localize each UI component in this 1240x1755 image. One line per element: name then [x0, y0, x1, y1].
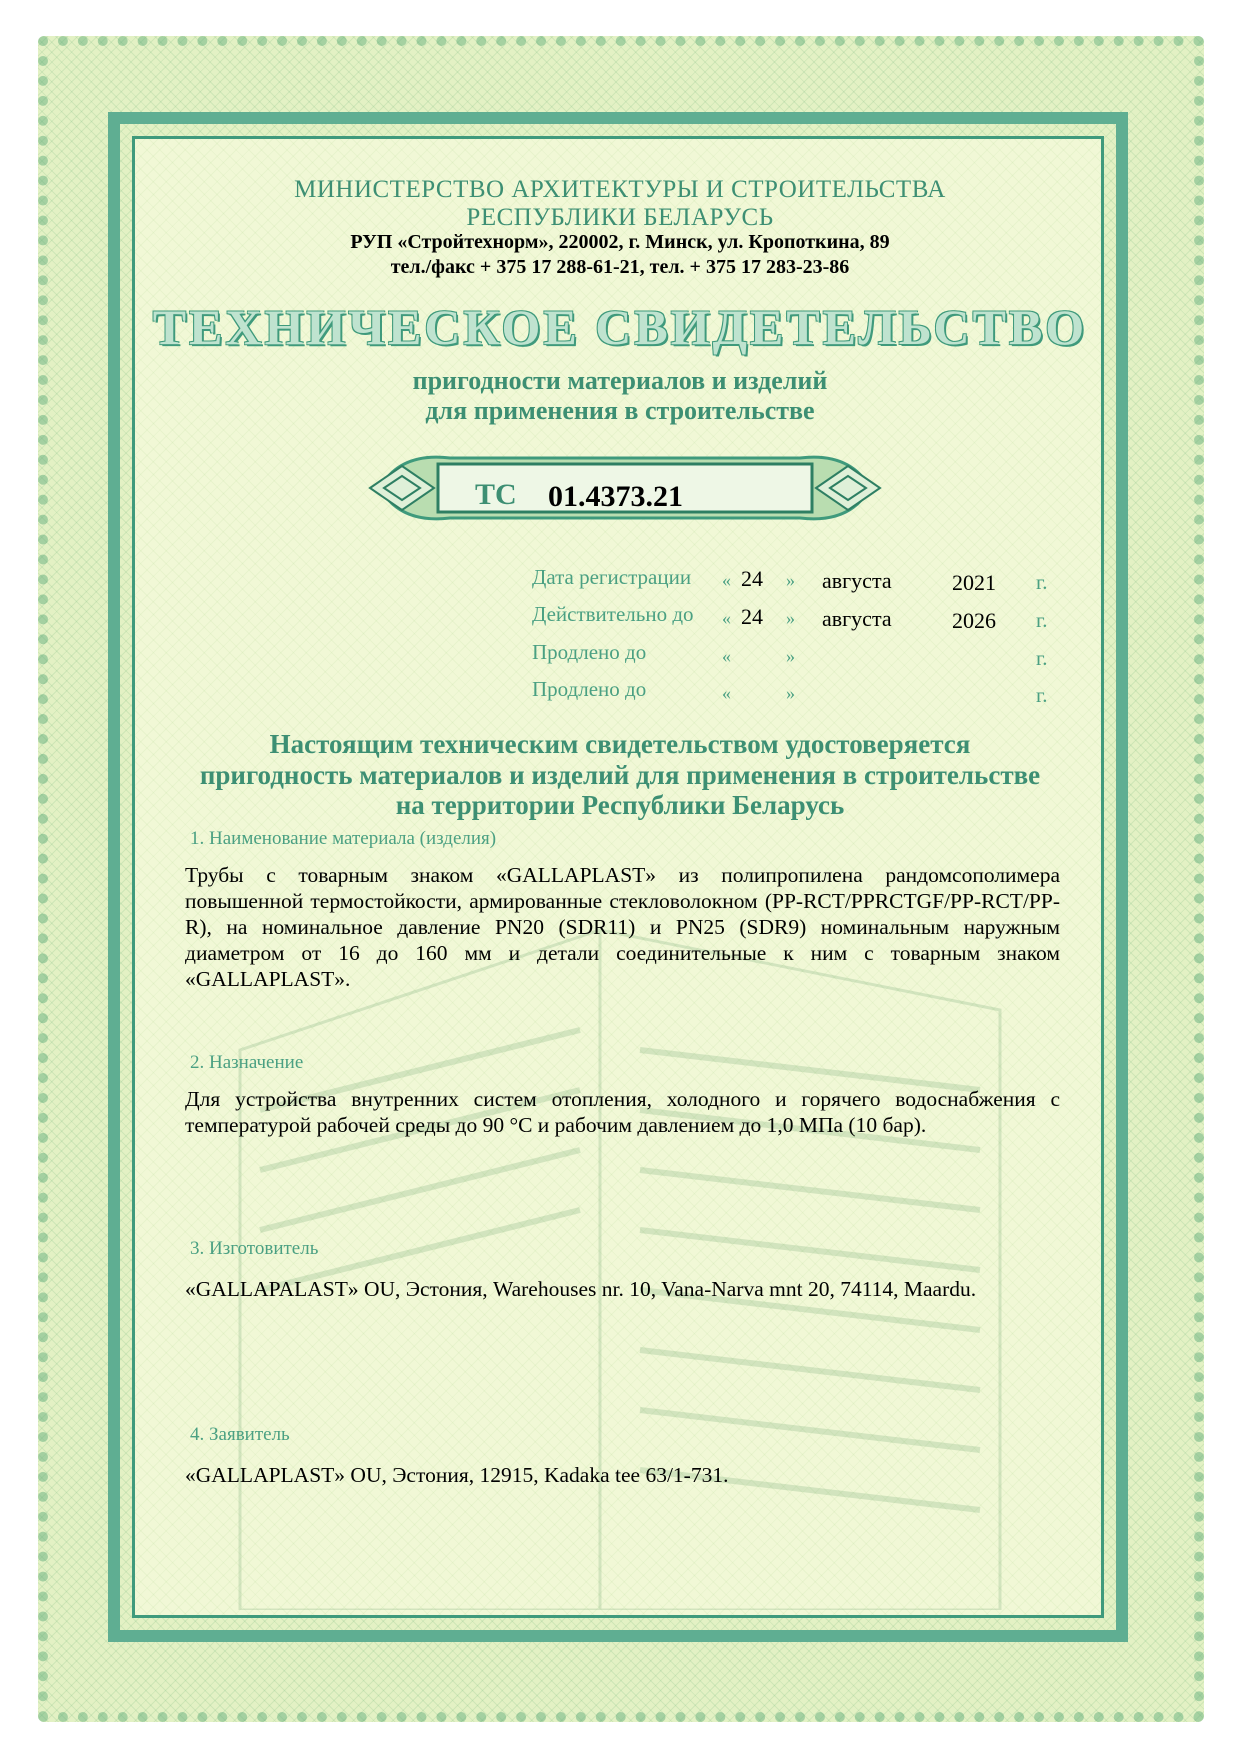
- open-quote: «: [722, 646, 731, 666]
- certificate-number: 01.4373.21: [548, 480, 683, 513]
- close-quote: »: [786, 646, 795, 666]
- year-suffix: г.: [1036, 608, 1048, 632]
- statement-line2: пригодность материалов и изделий для применения в строительстве: [199, 760, 1041, 790]
- year-suffix: г.: [1036, 683, 1048, 707]
- close-quote: »: [786, 570, 795, 590]
- valid-until-month: августа: [822, 606, 892, 631]
- registration-month: августа: [822, 568, 892, 593]
- section-purpose-text: Для устройства внутренних систем отопления, холодного и горячего водоснабжения с температурой рабочей среды до 90 °С и рабочим давлением до 1,0 МПа (10 бар).: [185, 1087, 1060, 1137]
- open-quote: «: [722, 570, 731, 590]
- section-purpose-label: 2. Назначение: [190, 1052, 304, 1073]
- open-quote: «: [722, 683, 731, 703]
- close-quote: »: [786, 608, 795, 628]
- section-applicant-label: 4. Заявитель: [190, 1424, 290, 1445]
- subtitle-line1: пригодности материалов и изделий: [412, 366, 828, 395]
- certificate-prefix: ТС: [475, 478, 517, 511]
- statement-line1: Настоящим техническим свидетельством удостоверяется: [269, 729, 971, 759]
- registration-day: 24: [741, 566, 763, 591]
- valid-until-day: 24: [741, 604, 763, 629]
- valid-until-label: Действительно до: [532, 602, 694, 626]
- organization-address: РУП «Стройтехнорм», 220002, г. Минск, ул. Кропоткина, 89: [350, 231, 890, 253]
- registration-year: 2021: [952, 570, 996, 595]
- section-applicant-text: «GALLAPLAST» OU, Эстония, 12915, Kadaka tee 63/1-731.: [185, 1463, 729, 1487]
- section-material-text: Трубы с товарным знаком «GALLAPLAST» из полипропилена рандомсополимера повышенной термостойкости, армированные стекловолокном (PP-RCT/PPRCTGF/PP-RCT/PP-R), на номинальное давление PN20 (SDR11) и PN25 (SDR9) номинальным наружным диаметром от 16 до 160 мм и детали соединительные к ним с товарным знаком «GALLAPLAST».: [185, 863, 1060, 991]
- section-manufacturer-label: 3. Изготовитель: [190, 1238, 319, 1259]
- ministry-name-line1: МИНИСТЕРСТВО АРХИТЕКТУРЫ И СТРОИТЕЛЬСТВА: [294, 176, 946, 203]
- statement-line3: на территории Республики Беларусь: [395, 790, 845, 820]
- registration-label: Дата регистрации: [532, 565, 692, 589]
- subtitle-line2: для применения в строительстве: [425, 396, 815, 425]
- organization-phones: тел./факс + 375 17 288-61-21, тел. + 375 17 283-23-86: [390, 256, 850, 278]
- section-material-label: 1. Наименование материала (изделия): [190, 828, 497, 849]
- year-suffix: г.: [1036, 646, 1048, 670]
- ministry-name-line2: РЕСПУБЛИКИ БЕЛАРУСЬ: [466, 204, 774, 231]
- valid-until-year: 2026: [952, 608, 996, 633]
- extended-until-label: Продлено до: [532, 640, 647, 664]
- close-quote: »: [786, 683, 795, 703]
- section-manufacturer-text: «GALLAPALAST» OU, Эстония, Warehouses nr. 10, Vana-Narva mnt 20, 74114, Maardu.: [185, 1277, 977, 1301]
- extended-until-label: Продлено до: [532, 677, 647, 701]
- year-suffix: г.: [1036, 570, 1048, 594]
- open-quote: «: [722, 608, 731, 628]
- document-title: ТЕХНИЧЕСКОЕ СВИДЕТЕЛЬСТВО: [152, 299, 1088, 355]
